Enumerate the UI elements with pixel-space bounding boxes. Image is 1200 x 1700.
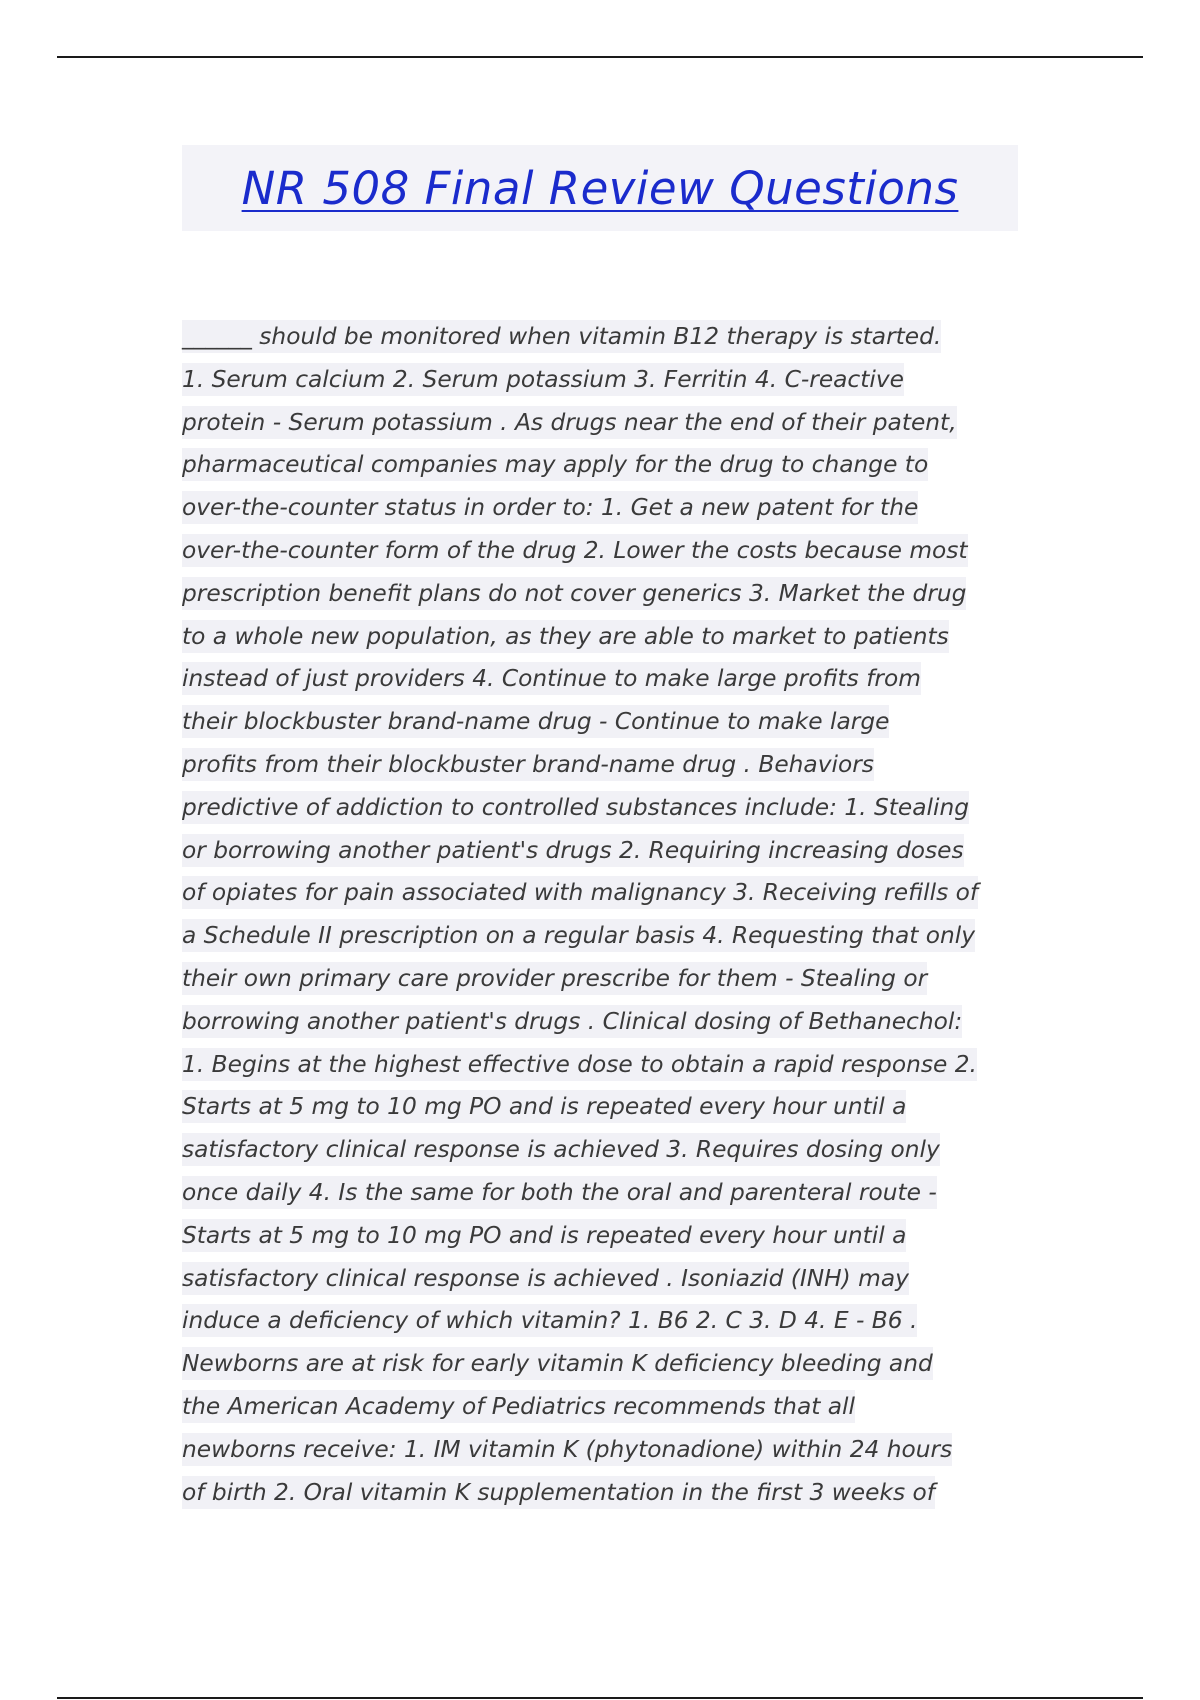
text-line: Starts at 5 mg to 10 mg PO and is repeated every hour until a	[182, 1215, 1020, 1258]
text-line: satisfactory clinical response is achieved 3. Requires dosing only	[182, 1129, 1020, 1172]
text-line: a Schedule II prescription on a regular basis 4. Requesting that only	[182, 915, 1020, 958]
text-line: borrowing another patient's drugs . Clinical dosing of Bethanechol:	[182, 1001, 1020, 1044]
text-line: 1. Serum calcium 2. Serum potassium 3. Ferritin 4. C-reactive	[182, 359, 1020, 402]
text-line: induce a deficiency of which vitamin? 1. B6 2. C 3. D 4. E - B6 .	[182, 1300, 1020, 1343]
bottom-rule	[57, 1697, 1143, 1699]
text-line: to a whole new population, as they are able to market to patients	[182, 616, 1020, 659]
text-line: prescription benefit plans do not cover generics 3. Market the drug	[182, 573, 1020, 616]
text-line: protein - Serum potassium . As drugs near the end of their patent,	[182, 402, 1020, 445]
text-line: of birth 2. Oral vitamin K supplementation in the first 3 weeks of	[182, 1472, 1020, 1515]
page-title: NR 508 Final Review Questions	[241, 161, 959, 215]
text-line: once daily 4. Is the same for both the oral and parenteral route -	[182, 1172, 1020, 1215]
text-line: over-the-counter form of the drug 2. Lower the costs because most	[182, 530, 1020, 573]
text-line: ______ should be monitored when vitamin B12 therapy is started.	[182, 316, 1020, 359]
text-line: Newborns are at risk for early vitamin K deficiency bleeding and	[182, 1343, 1020, 1386]
text-line: the American Academy of Pediatrics recommends that all	[182, 1386, 1020, 1429]
text-line: their own primary care provider prescribe for them - Stealing or	[182, 958, 1020, 1001]
text-line: over-the-counter status in order to: 1. Get a new patent for the	[182, 487, 1020, 530]
text-line: satisfactory clinical response is achieved . Isoniazid (INH) may	[182, 1258, 1020, 1301]
text-line: Starts at 5 mg to 10 mg PO and is repeated every hour until a	[182, 1086, 1020, 1129]
top-rule	[57, 56, 1143, 58]
title-banner	[182, 145, 1018, 231]
text-line: newborns receive: 1. IM vitamin K (phytonadione) within 24 hours	[182, 1429, 1020, 1472]
text-line: their blockbuster brand-name drug - Continue to make large	[182, 701, 1020, 744]
document-body	[182, 316, 1020, 1514]
text-line: instead of just providers 4. Continue to make large profits from	[182, 658, 1020, 701]
text-line: 1. Begins at the highest effective dose to obtain a rapid response 2.	[182, 1044, 1020, 1087]
text-line: predictive of addiction to controlled substances include: 1. Stealing	[182, 787, 1020, 830]
text-line: profits from their blockbuster brand-name drug . Behaviors	[182, 744, 1020, 787]
text-line: pharmaceutical companies may apply for the drug to change to	[182, 444, 1020, 487]
text-line: of opiates for pain associated with malignancy 3. Receiving refills of	[182, 872, 1020, 915]
text-line: or borrowing another patient's drugs 2. Requiring increasing doses	[182, 830, 1020, 873]
